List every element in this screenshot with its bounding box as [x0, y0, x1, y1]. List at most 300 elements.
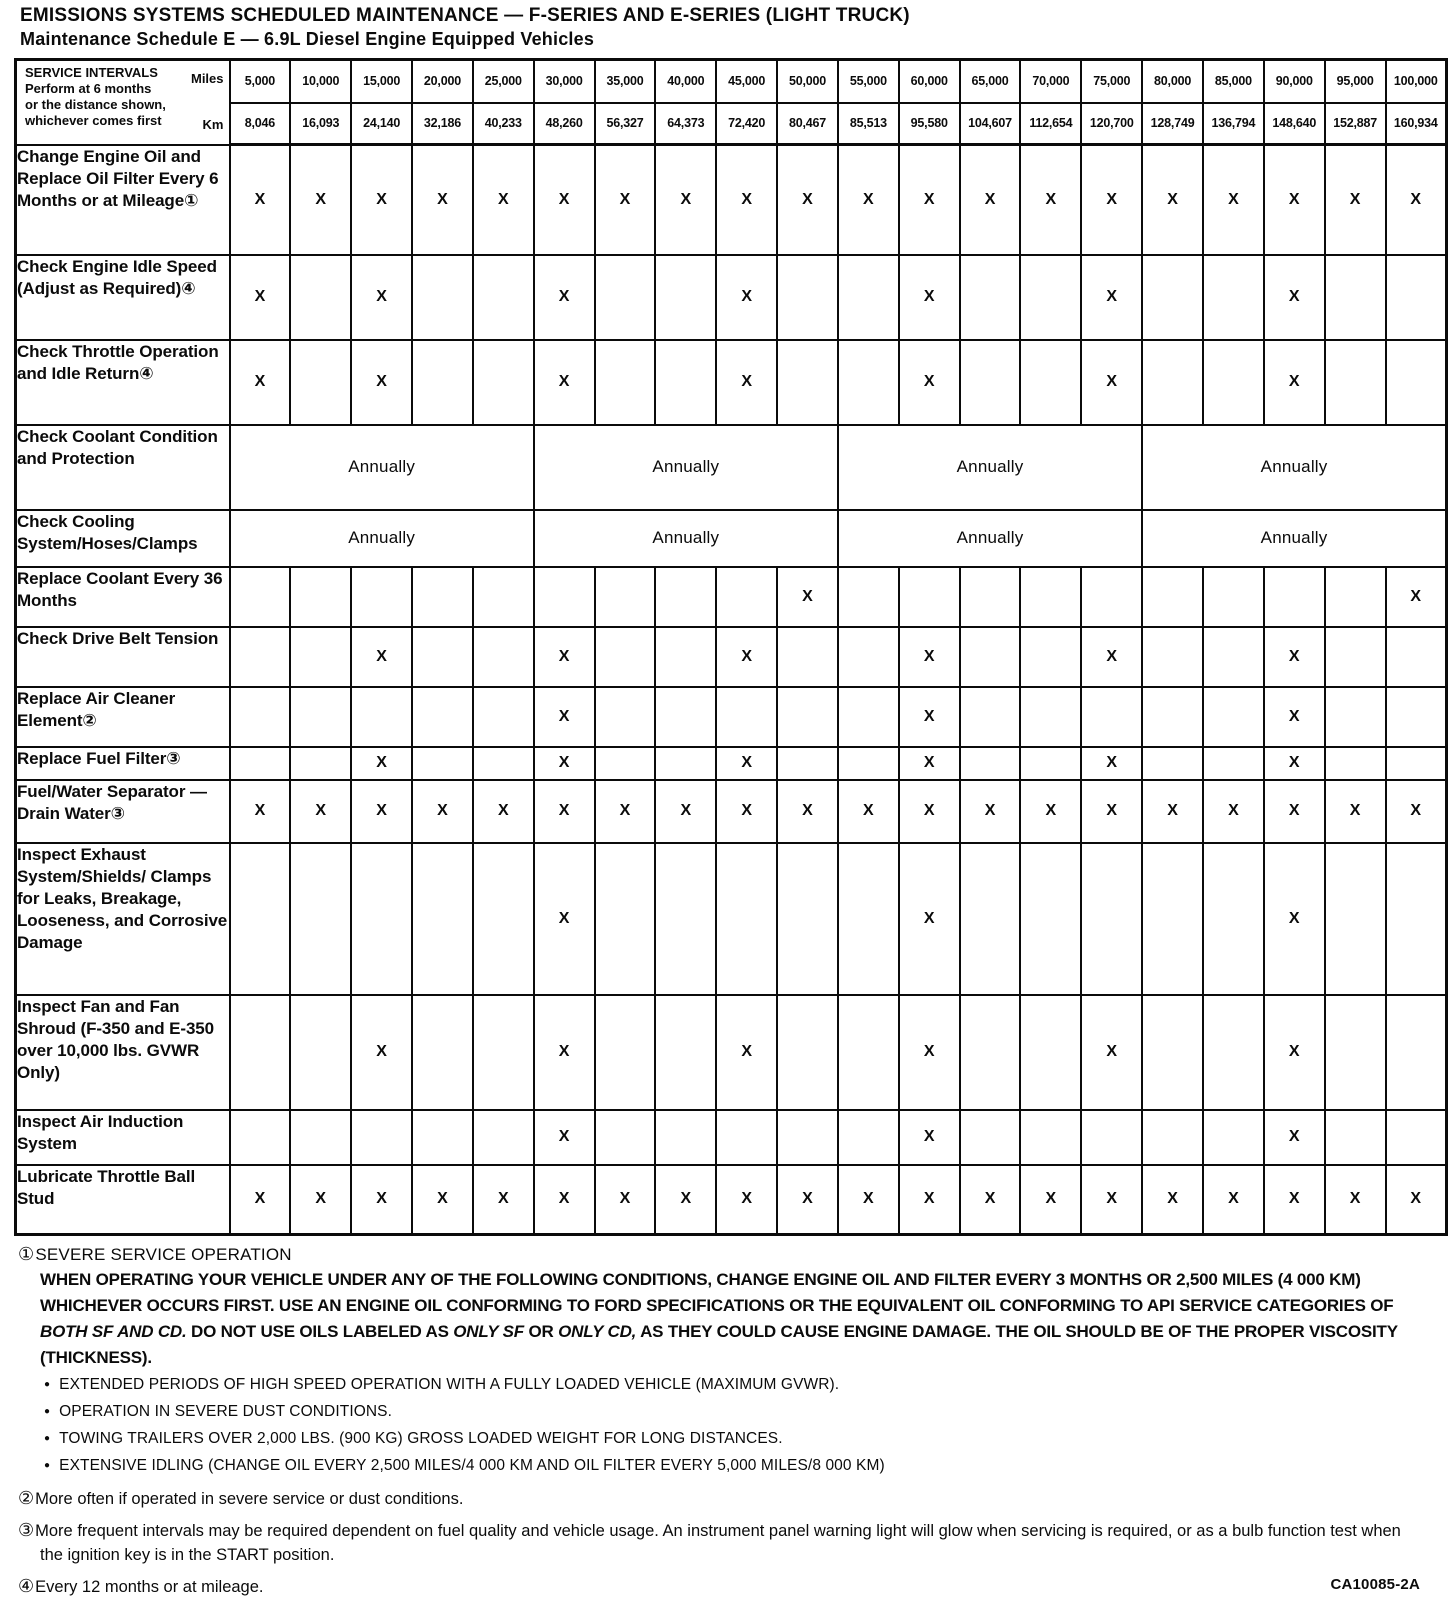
- mark-cell: [960, 627, 1021, 687]
- mark-cell: [1020, 1110, 1081, 1165]
- interval-miles-cell: 40,000: [655, 60, 716, 103]
- task-row: [16, 510, 1447, 567]
- mark-cell: [838, 1110, 899, 1165]
- mark-cell: X: [230, 255, 291, 340]
- mark-cell: X: [1386, 1165, 1447, 1235]
- mark-cell: X: [899, 627, 960, 687]
- bullet-item: [44, 1452, 1442, 1479]
- mark-cell: [838, 255, 899, 340]
- mark-cell: X: [899, 780, 960, 843]
- maintenance-table: [14, 58, 1448, 1236]
- mark-cell: X: [1020, 1165, 1081, 1235]
- bullet-icon: ●: [44, 1460, 51, 1471]
- mark-cell: [473, 747, 534, 780]
- mark-cell: X: [655, 1165, 716, 1235]
- task-row: [16, 145, 1447, 255]
- mark-cell: [290, 995, 351, 1110]
- mark-cell: X: [777, 145, 838, 255]
- interval-miles-cell: 90,000: [1264, 60, 1325, 103]
- mark-cell: [1325, 843, 1386, 995]
- interval-miles-cell: 30,000: [534, 60, 595, 103]
- mark-cell: [412, 255, 473, 340]
- mark-cell: [473, 1110, 534, 1165]
- task-label-cell: Check Throttle Operation and Idle Return④: [16, 340, 230, 425]
- mark-cell: X: [1081, 145, 1142, 255]
- mark-cell: [1325, 1110, 1386, 1165]
- mark-cell: X: [351, 1165, 412, 1235]
- document-page: [0, 5, 1456, 1596]
- task-row: [16, 780, 1447, 843]
- mark-cell: [1081, 843, 1142, 995]
- miles-row: [16, 60, 1447, 103]
- annual-cell: Annually: [1142, 510, 1446, 567]
- mark-cell: [1081, 1110, 1142, 1165]
- footnote-text: Every 12 months or at mileage.: [35, 1578, 264, 1596]
- mark-cell: [595, 255, 656, 340]
- mark-cell: X: [716, 627, 777, 687]
- bullet-item: [44, 1398, 1442, 1425]
- mark-cell: X: [290, 145, 351, 255]
- mark-cell: X: [1264, 747, 1325, 780]
- mark-cell: X: [534, 995, 595, 1110]
- mark-cell: [777, 843, 838, 995]
- mark-cell: [1142, 567, 1203, 627]
- mark-cell: [838, 995, 899, 1110]
- mark-cell: X: [1264, 995, 1325, 1110]
- mark-cell: [1386, 747, 1447, 780]
- mark-cell: X: [1264, 1165, 1325, 1235]
- interval-km-cell: 24,140: [351, 103, 412, 145]
- mark-cell: [412, 995, 473, 1110]
- mark-cell: X: [899, 340, 960, 425]
- mark-cell: X: [1081, 995, 1142, 1110]
- mark-cell: X: [534, 747, 595, 780]
- mark-cell: [716, 687, 777, 747]
- mark-cell: [1386, 1110, 1447, 1165]
- mark-cell: [1142, 687, 1203, 747]
- task-row: [16, 255, 1447, 340]
- mark-cell: [960, 567, 1021, 627]
- footnote-symbol: ②: [18, 1488, 35, 1508]
- mark-cell: X: [960, 780, 1021, 843]
- mark-cell: X: [1386, 567, 1447, 627]
- interval-km-cell: 104,607: [960, 103, 1021, 145]
- mark-cell: X: [290, 780, 351, 843]
- mark-cell: [1325, 995, 1386, 1110]
- mark-cell: X: [716, 145, 777, 255]
- mark-cell: [290, 255, 351, 340]
- mark-cell: [655, 255, 716, 340]
- mark-cell: [1325, 687, 1386, 747]
- mark-cell: [412, 567, 473, 627]
- task-row: [16, 1110, 1447, 1165]
- mark-cell: X: [838, 780, 899, 843]
- mark-cell: [351, 1110, 412, 1165]
- footnote-1-body: [40, 1267, 1432, 1371]
- mark-cell: [1203, 567, 1264, 627]
- mark-cell: [412, 340, 473, 425]
- mark-cell: X: [412, 1165, 473, 1235]
- interval-miles-cell: 25,000: [473, 60, 534, 103]
- task-label-cell: Replace Coolant Every 36 Months: [16, 567, 230, 627]
- mark-cell: [1142, 1110, 1203, 1165]
- mark-cell: [777, 995, 838, 1110]
- bullet-icon: ●: [44, 1379, 51, 1390]
- service-intervals-title: SERVICE INTERVALS: [25, 65, 158, 80]
- interval-miles-cell: 70,000: [1020, 60, 1081, 103]
- mark-cell: X: [1020, 780, 1081, 843]
- mark-cell: [655, 687, 716, 747]
- interval-km-cell: 152,887: [1325, 103, 1386, 145]
- mark-cell: X: [1386, 780, 1447, 843]
- mark-cell: [1203, 843, 1264, 995]
- task-label-cell: Check Cooling System/Hoses/Clamps: [16, 510, 230, 567]
- mark-cell: [1325, 340, 1386, 425]
- mark-cell: [777, 747, 838, 780]
- mark-cell: [595, 627, 656, 687]
- mark-cell: [290, 1110, 351, 1165]
- mark-cell: [1020, 255, 1081, 340]
- km-row: [16, 103, 1447, 145]
- page-subtitle: Maintenance Schedule E — 6.9L Diesel Engine Equipped Vehicles: [20, 29, 595, 49]
- mark-cell: X: [412, 780, 473, 843]
- interval-km-cell: 120,700: [1081, 103, 1142, 145]
- mark-cell: X: [838, 145, 899, 255]
- mark-cell: X: [351, 255, 412, 340]
- mark-cell: [1203, 340, 1264, 425]
- task-row: [16, 340, 1447, 425]
- interval-miles-cell: 85,000: [1203, 60, 1264, 103]
- mark-cell: X: [351, 995, 412, 1110]
- mark-cell: X: [595, 780, 656, 843]
- mark-cell: X: [1325, 145, 1386, 255]
- mark-cell: [716, 567, 777, 627]
- mark-cell: [595, 995, 656, 1110]
- footnote-symbol: ①: [18, 1244, 35, 1264]
- interval-miles-cell: 50,000: [777, 60, 838, 103]
- mark-cell: [1386, 627, 1447, 687]
- mark-cell: [290, 687, 351, 747]
- mark-cell: [473, 340, 534, 425]
- task-row: [16, 995, 1447, 1110]
- mark-cell: X: [534, 145, 595, 255]
- footnote-body-segment: BOTH SF AND CD.: [40, 1322, 187, 1341]
- mark-cell: X: [655, 145, 716, 255]
- mark-cell: [960, 255, 1021, 340]
- interval-miles-cell: 55,000: [838, 60, 899, 103]
- task-row: [16, 627, 1447, 687]
- mark-cell: [960, 843, 1021, 995]
- mark-cell: X: [899, 687, 960, 747]
- mark-cell: [1081, 687, 1142, 747]
- mark-cell: [473, 255, 534, 340]
- mark-cell: [1203, 995, 1264, 1110]
- mark-cell: [290, 340, 351, 425]
- mark-cell: [777, 627, 838, 687]
- mark-cell: [1142, 627, 1203, 687]
- mark-cell: [230, 627, 291, 687]
- footnote-symbol: ③: [18, 1520, 35, 1540]
- mark-cell: [838, 687, 899, 747]
- task-label-cell: Check Drive Belt Tension: [16, 627, 230, 687]
- mark-cell: X: [351, 747, 412, 780]
- mark-cell: [655, 1110, 716, 1165]
- interval-km-cell: 16,093: [290, 103, 351, 145]
- mark-cell: X: [595, 1165, 656, 1235]
- mark-cell: [412, 747, 473, 780]
- mark-cell: X: [1264, 1110, 1325, 1165]
- interval-km-cell: 95,580: [899, 103, 960, 145]
- mark-cell: [960, 687, 1021, 747]
- mark-cell: [1386, 255, 1447, 340]
- footnote-3: [18, 1518, 1428, 1567]
- interval-km-cell: 40,233: [473, 103, 534, 145]
- interval-km-cell: 136,794: [1203, 103, 1264, 145]
- mark-cell: X: [351, 145, 412, 255]
- footnote-1: [18, 1242, 1442, 1479]
- mark-cell: [290, 843, 351, 995]
- mark-cell: X: [899, 747, 960, 780]
- service-intervals-note: SERVICE INTERVALS Perform at 6 months or the distance shown, whichever comes first: [25, 65, 166, 128]
- mark-cell: [1264, 567, 1325, 627]
- mark-cell: X: [1264, 843, 1325, 995]
- mark-cell: X: [534, 780, 595, 843]
- service-intervals-cell: [17, 61, 229, 131]
- mark-cell: [595, 687, 656, 747]
- interval-km-cell: 8,046: [230, 103, 291, 145]
- mark-cell: [1386, 687, 1447, 747]
- mark-cell: [412, 687, 473, 747]
- footnote-body-segment: WHEN OPERATING YOUR VEHICLE UNDER ANY OF THE FOLLOWING CONDITIONS, CHANGE ENGINE OIL AND FILTER EVERY 3 MONTHS OR 2,500 MILES (4 000 KM) WHICHEVER OCCURS FIRST. USE AN ENGINE OIL CONFORMING TO FORD SPECIFICATIONS OR THE EQUIVALENT OIL CONFORMING TO API SERVICE CATEGORIES OF: [40, 1270, 1394, 1315]
- mark-cell: X: [1142, 145, 1203, 255]
- mark-cell: X: [230, 340, 291, 425]
- task-label-cell: Check Engine Idle Speed (Adjust as Required)④: [16, 255, 230, 340]
- interval-miles-cell: 75,000: [1081, 60, 1142, 103]
- mark-cell: [838, 340, 899, 425]
- interval-km-cell: 148,640: [1264, 103, 1325, 145]
- annual-cell: Annually: [230, 425, 534, 510]
- bullet-text: EXTENDED PERIODS OF HIGH SPEED OPERATION WITH A FULLY LOADED VEHICLE (MAXIMUM GVWR).: [59, 1376, 840, 1393]
- interval-miles-cell: 80,000: [1142, 60, 1203, 103]
- mark-cell: X: [351, 780, 412, 843]
- footnote-text: More frequent intervals may be required dependent on fuel quality and vehicle usage. An instrument panel warning light will glow when servicing is required, or as a bulb function test when the ignition key is in the START position.: [35, 1522, 1401, 1564]
- mark-cell: [1020, 340, 1081, 425]
- mark-cell: X: [1264, 145, 1325, 255]
- footnote-body-segment: ONLY SF: [453, 1322, 524, 1341]
- interval-miles-cell: 100,000: [1386, 60, 1447, 103]
- footnote-body-segment: OR: [523, 1322, 559, 1341]
- mark-cell: X: [473, 780, 534, 843]
- interval-miles-cell: 15,000: [351, 60, 412, 103]
- mark-cell: X: [534, 1110, 595, 1165]
- mark-cell: X: [716, 255, 777, 340]
- mark-cell: X: [351, 340, 412, 425]
- mark-cell: [351, 687, 412, 747]
- interval-km-cell: 56,327: [595, 103, 656, 145]
- mark-cell: [960, 1110, 1021, 1165]
- mark-cell: X: [534, 627, 595, 687]
- mark-cell: X: [899, 995, 960, 1110]
- mark-cell: [1203, 255, 1264, 340]
- mark-cell: X: [1081, 627, 1142, 687]
- mark-cell: X: [1386, 145, 1447, 255]
- mark-cell: [1203, 747, 1264, 780]
- mark-cell: [1386, 995, 1447, 1110]
- interval-km-cell: 72,420: [716, 103, 777, 145]
- interval-miles-cell: 45,000: [716, 60, 777, 103]
- task-label-cell: Inspect Fan and Fan Shroud (F-350 and E-350 over 10,000 lbs. GVWR Only): [16, 995, 230, 1110]
- mark-cell: [595, 340, 656, 425]
- mark-cell: [716, 843, 777, 995]
- mark-cell: [230, 747, 291, 780]
- mark-cell: [473, 627, 534, 687]
- mark-cell: [1325, 747, 1386, 780]
- task-label-cell: Change Engine Oil and Replace Oil Filter Every 6 Months or at Mileage①: [16, 145, 230, 255]
- annual-cell: Annually: [534, 425, 838, 510]
- mark-cell: X: [899, 843, 960, 995]
- mark-cell: [1386, 843, 1447, 995]
- mark-cell: [290, 627, 351, 687]
- bullet-text: EXTENSIVE IDLING (CHANGE OIL EVERY 2,500 MILES/4 000 KM AND OIL FILTER EVERY 5,000 MILES/8 000 KM): [59, 1457, 885, 1474]
- task-row: [16, 747, 1447, 780]
- mark-cell: [230, 687, 291, 747]
- mark-cell: [777, 687, 838, 747]
- task-label-cell: Check Coolant Condition and Protection: [16, 425, 230, 510]
- mark-cell: [1020, 567, 1081, 627]
- mark-cell: X: [534, 255, 595, 340]
- mark-cell: X: [960, 1165, 1021, 1235]
- mark-cell: X: [1264, 687, 1325, 747]
- task-row: [16, 1165, 1447, 1235]
- bullet-icon: ●: [44, 1406, 51, 1417]
- mark-cell: [230, 995, 291, 1110]
- footnote-4: [18, 1574, 1428, 1599]
- mark-cell: X: [716, 995, 777, 1110]
- interval-km-cell: 48,260: [534, 103, 595, 145]
- mark-cell: X: [716, 340, 777, 425]
- mark-cell: X: [716, 780, 777, 843]
- mark-cell: [595, 747, 656, 780]
- mark-cell: [1386, 340, 1447, 425]
- service-intervals-header: [16, 60, 230, 145]
- task-label-cell: Lubricate Throttle Ball Stud: [16, 1165, 230, 1235]
- mark-cell: [1142, 747, 1203, 780]
- mark-cell: [1203, 627, 1264, 687]
- miles-label: Miles: [190, 71, 224, 86]
- mark-cell: [838, 747, 899, 780]
- mark-cell: [351, 843, 412, 995]
- mark-cell: X: [230, 145, 291, 255]
- mark-cell: X: [777, 780, 838, 843]
- annual-cell: Annually: [534, 510, 838, 567]
- mark-cell: [534, 567, 595, 627]
- mark-cell: X: [716, 1165, 777, 1235]
- interval-miles-cell: 95,000: [1325, 60, 1386, 103]
- mark-cell: [230, 567, 291, 627]
- annual-cell: Annually: [838, 510, 1142, 567]
- mark-cell: [473, 687, 534, 747]
- mark-cell: X: [838, 1165, 899, 1235]
- task-label-cell: Inspect Air Induction System: [16, 1110, 230, 1165]
- bullet-item: [44, 1425, 1442, 1452]
- task-label-cell: Fuel/Water Separator — Drain Water③: [16, 780, 230, 843]
- interval-miles-cell: 20,000: [412, 60, 473, 103]
- footnote-symbol: ④: [18, 1576, 35, 1596]
- mark-cell: [838, 843, 899, 995]
- annual-cell: Annually: [1142, 425, 1446, 510]
- mark-cell: X: [412, 145, 473, 255]
- mark-cell: X: [1081, 255, 1142, 340]
- mark-cell: [960, 340, 1021, 425]
- mark-cell: X: [230, 780, 291, 843]
- mark-cell: [777, 1110, 838, 1165]
- mark-cell: [655, 843, 716, 995]
- mark-cell: [1142, 843, 1203, 995]
- bullet-text: OPERATION IN SEVERE DUST CONDITIONS.: [59, 1403, 393, 1420]
- mark-cell: [595, 1110, 656, 1165]
- mark-cell: [1203, 687, 1264, 747]
- interval-km-cell: 160,934: [1386, 103, 1447, 145]
- mark-cell: X: [1081, 747, 1142, 780]
- mark-cell: [1020, 747, 1081, 780]
- mark-cell: [473, 567, 534, 627]
- mark-cell: [473, 995, 534, 1110]
- mark-cell: X: [473, 145, 534, 255]
- mark-cell: [960, 747, 1021, 780]
- interval-miles-cell: 65,000: [960, 60, 1021, 103]
- mark-cell: X: [899, 145, 960, 255]
- footnote-1-heading: [18, 1242, 1442, 1267]
- mark-cell: [716, 1110, 777, 1165]
- mark-cell: [655, 340, 716, 425]
- mark-cell: [473, 843, 534, 995]
- interval-km-cell: 85,513: [838, 103, 899, 145]
- mark-cell: X: [473, 1165, 534, 1235]
- interval-miles-cell: 5,000: [230, 60, 291, 103]
- mark-cell: X: [534, 843, 595, 995]
- task-row: [16, 687, 1447, 747]
- mark-cell: X: [1264, 340, 1325, 425]
- interval-km-cell: 32,186: [412, 103, 473, 145]
- mark-cell: [412, 627, 473, 687]
- mark-cell: X: [899, 255, 960, 340]
- mark-cell: X: [534, 340, 595, 425]
- doc-code: CA10085-2A: [1330, 1576, 1420, 1593]
- mark-cell: [595, 567, 656, 627]
- mark-cell: [230, 1110, 291, 1165]
- mark-cell: X: [716, 747, 777, 780]
- annual-cell: Annually: [838, 425, 1142, 510]
- mark-cell: X: [777, 567, 838, 627]
- mark-cell: [838, 627, 899, 687]
- mark-cell: X: [1081, 1165, 1142, 1235]
- task-label-cell: Replace Air Cleaner Element②: [16, 687, 230, 747]
- interval-km-cell: 128,749: [1142, 103, 1203, 145]
- mark-cell: [899, 567, 960, 627]
- mark-cell: [1020, 627, 1081, 687]
- bullet-icon: ●: [44, 1433, 51, 1444]
- mark-cell: [290, 567, 351, 627]
- mark-cell: [655, 747, 716, 780]
- footnote-body-segment: ONLY CD,: [558, 1322, 637, 1341]
- mark-cell: X: [777, 1165, 838, 1235]
- task-label-cell: Inspect Exhaust System/Shields/ Clamps for Leaks, Breakage, Looseness, and Corrosive Damage: [16, 843, 230, 995]
- mark-cell: [1325, 627, 1386, 687]
- mark-cell: X: [1264, 780, 1325, 843]
- page-title: EMISSIONS SYSTEMS SCHEDULED MAINTENANCE — F-SERIES AND E-SERIES (LIGHT TRUCK): [20, 5, 910, 26]
- task-label-cell: Replace Fuel Filter③: [16, 747, 230, 780]
- interval-km-cell: 80,467: [777, 103, 838, 145]
